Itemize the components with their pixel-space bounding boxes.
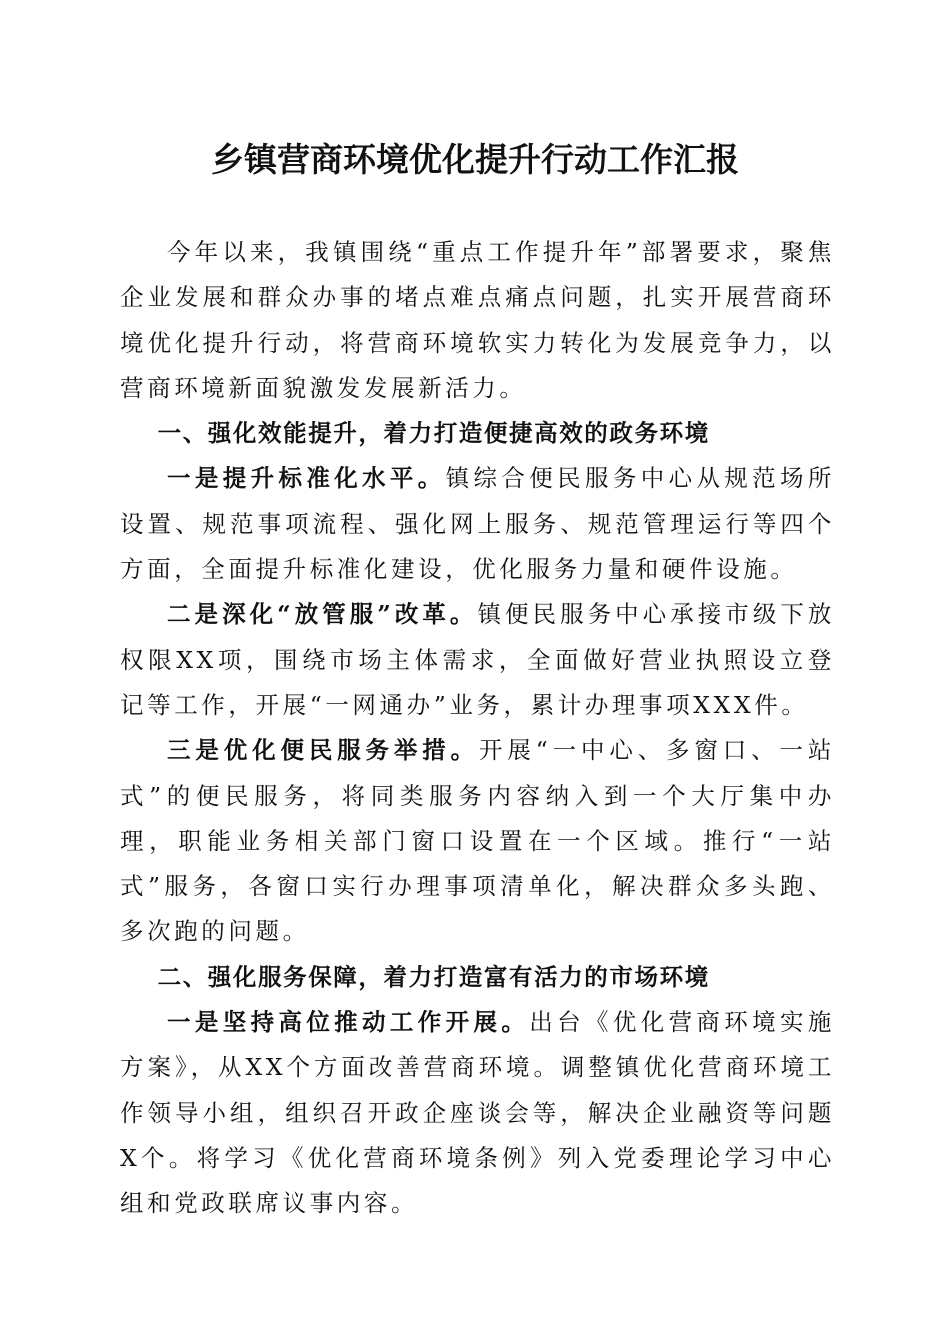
section-1-item-3-text: 开展“一中心、多窗口、一站式”的便民服务，将同类服务内容纳入到一个大厅集中办理，职能业务相关部门窗口设置在一个区域。推行“一站式”服务，各窗口实行办理事项清单化，解决群众多头跑、多次跑的问题。 [120, 736, 835, 946]
section-2-item-1 [120, 1000, 835, 1226]
document-body [120, 230, 835, 1227]
document-title: 乡镇营商环境优化提升行动工作汇报 [211, 140, 739, 179]
section-1-item-3 [120, 728, 835, 954]
section-1-item-2-text: 镇便民服务中心承接市级下放权限XX项，围绕市场主体需求，全面做好营业执照设立登记等工作，开展“一网通办”业务，累计办理事项XXX件。 [120, 600, 835, 719]
section-1-item-2-lead: 二是深化“放管服”改革。 [167, 600, 478, 629]
section-2-heading: 二、强化服务保障，着力打造富有活力的市场环境 [157, 962, 710, 991]
section-1-item-1-lead: 一是提升标准化水平。 [167, 464, 446, 493]
section-2-item-1-lead: 一是坚持高位推动工作开展。 [167, 1008, 530, 1037]
section-1-item-1 [120, 456, 835, 592]
section-2-item-1-text: 出台《优化营商环境实施方案》，从XX个方面改善营商环境。调整镇优化营商环境工作领导小组，组织召开政企座谈会等，解决企业融资等问题X个。将学习《优化营商环境条例》列入党委理论学习中心组和党政联席议事内容。 [120, 1008, 835, 1218]
section-1-heading: 一、强化效能提升，着力打造便捷高效的政务环境 [157, 419, 710, 448]
section-1-item-2 [120, 592, 835, 728]
section-1-item-3-lead: 三是优化便民服务举措。 [167, 736, 479, 765]
section-1-item-1-text: 镇综合便民服务中心从规范场所设置、规范事项流程、强化网上服务、规范管理运行等四个方面，全面提升标准化建设，优化服务力量和硬件设施。 [120, 464, 836, 584]
intro-paragraph: 今年以来，我镇围绕“重点工作提升年”部署要求，聚焦企业发展和群众办事的堵点难点痛点问题，扎实开展营商环境优化提升行动，将营商环境软实力转化为发展竞争力，以营商环境新面貌激发发展新活力。 [120, 238, 835, 402]
